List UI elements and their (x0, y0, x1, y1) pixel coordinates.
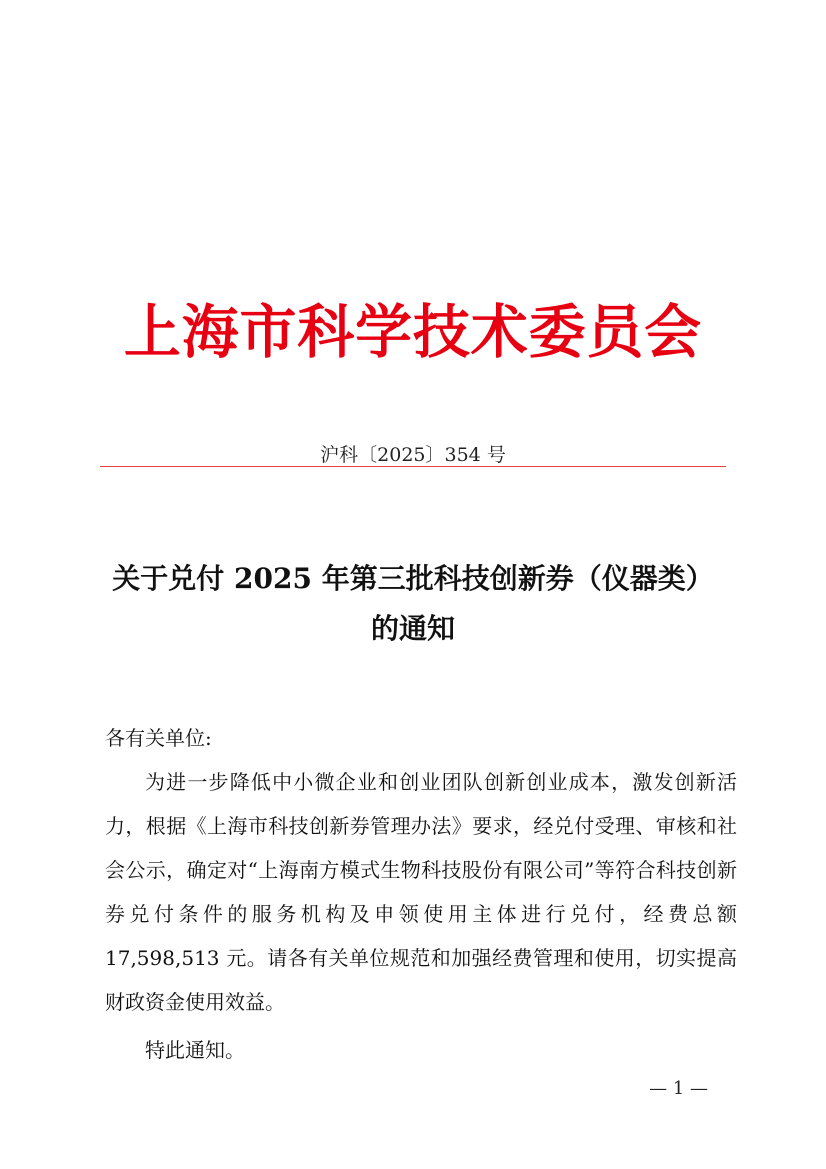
issuing-organization-title: 上海市科学技术委员会 (123, 298, 703, 366)
notice-title-line-1: 关于兑付 2025 年第三批科技创新券（仪器类） (112, 562, 714, 595)
notice-body (105, 716, 737, 1072)
body-paragraph: 为进一步降低中小微企业和创业团队创新创业成本，激发创新活力，根据《上海市科技创新券管理办法》要求，经兑付受理、审核和社会公示，确定对“上海南方模式生物科技股份有限公司”等符合科技创新券兑付条件的服务机构及申领使用主体进行兑付，经费总额 17,598,513 元。请各有关单位规范和加强经费管理和使用，切实提高财政资金使用效益。 (105, 770, 737, 1014)
page-number: — 1 — (649, 1078, 708, 1099)
notice-title-line-2: 的通知 (370, 612, 455, 645)
notice-title (90, 554, 736, 654)
document-number: 沪科〔2025〕354 号 (320, 444, 506, 466)
closing-line: 特此通知。 (145, 1038, 245, 1062)
red-divider-line (100, 466, 726, 467)
salutation: 各有关单位: (105, 726, 212, 750)
